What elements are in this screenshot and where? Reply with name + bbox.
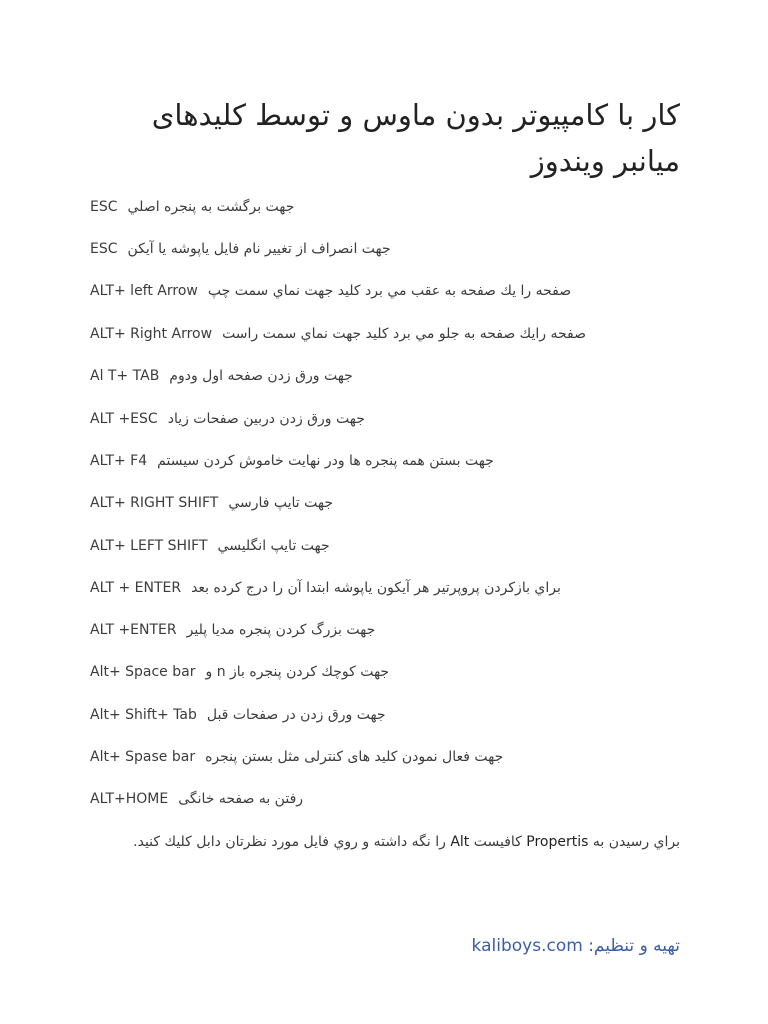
shortcut-line <box>90 195 680 219</box>
shortcut-description: جهت برگشت به پنجره اصلي <box>127 199 295 215</box>
shortcut-line <box>90 618 680 642</box>
shortcut-line <box>90 364 680 388</box>
shortcut-description: جهت تايپ انگليسي <box>217 538 330 554</box>
shortcut-description: جهت ورق زدن صفحه اول ودوم <box>169 368 353 384</box>
shortcut-description: جهت ورق زدن دربين صفحات زياد <box>167 411 365 427</box>
note-text: براي رسيدن به <box>592 834 680 850</box>
shortcut-line <box>90 787 680 811</box>
shortcut-line <box>90 491 680 515</box>
shortcut-key: Alt+ Spase bar <box>90 749 196 765</box>
shortcut-line <box>90 322 680 346</box>
shortcut-description: جهت كوچك كردن پنجره باز n و <box>205 664 390 680</box>
shortcut-description: صفحه رايك صفحه به جلو مي برد كليد جهت نماي سمت راست <box>222 326 586 342</box>
page-title: کار با کامپیوتر بدون ماوس و توسط کلیدهای میانبر ویندوز <box>151 98 680 178</box>
shortcut-key: Alt+ Shift+ Tab <box>90 707 197 723</box>
note-text: را نگه داشته و روي فايل مورد نظرتان دابل كليك كنيد. <box>133 834 446 850</box>
shortcut-line <box>90 703 680 727</box>
shortcut-key: ALT+ LEFT SHIFT <box>90 538 208 554</box>
note-propertis: Propertis <box>526 834 589 850</box>
shortcut-line <box>90 660 680 684</box>
shortcut-description: رفتن به صفحه خانگی <box>178 791 304 807</box>
shortcut-key: ALT +ENTER <box>90 622 177 638</box>
shortcut-key: ALT+HOME <box>90 791 169 807</box>
shortcut-key: Al T+ TAB <box>90 368 160 384</box>
shortcut-key: ALT+ left Arrow <box>90 283 198 299</box>
shortcut-description: جهت بزرگ كردن پنجره مديا پلير <box>186 622 376 638</box>
shortcut-description: صفحه را يك صفحه به عقب مي برد كليد جهت نماي سمت چپ <box>207 283 572 299</box>
shortcut-description: جهت بستن همه پنجره ها ودر نهايت خاموش كردن سيستم <box>157 453 494 469</box>
shortcut-key: ALT+ Right Arrow <box>90 326 213 342</box>
shortcut-description: جهت فعال نمودن کلید های کنترلی مثل بستن پنجره <box>205 749 504 765</box>
shortcut-key: ESC <box>90 241 118 257</box>
shortcut-description: جهت تايپ فارسي <box>228 495 334 511</box>
note-text: كافيست <box>473 834 522 850</box>
shortcut-line <box>90 576 680 600</box>
shortcut-line <box>90 745 680 769</box>
propertis-note <box>90 830 680 854</box>
credit-site-link[interactable]: kaliboys.com <box>471 936 583 956</box>
shortcut-line <box>90 534 680 558</box>
shortcut-description: جهت انصراف از تغيير نام فايل ياپوشه يا آيكن <box>127 241 391 257</box>
shortcut-key: ALT + ENTER <box>90 580 182 596</box>
shortcut-line <box>90 449 680 473</box>
shortcut-key: ALT +ESC <box>90 411 158 427</box>
shortcut-key: ESC <box>90 199 118 215</box>
shortcut-line <box>90 237 680 261</box>
credit-line <box>90 932 680 960</box>
shortcut-description: براي بازكردن پروپرتير هر آيكون ياپوشه ابتدا آن را درج كرده بعد <box>191 580 561 596</box>
note-alt-key: Alt <box>450 834 470 850</box>
credit-label: تهیه و تنظیم: <box>588 936 680 956</box>
shortcut-key: ALT+ RIGHT SHIFT <box>90 495 219 511</box>
shortcut-description: جهت ورق زدن در صفحات قبل <box>206 707 386 723</box>
shortcut-line <box>90 407 680 431</box>
shortcut-key: ALT+ F4 <box>90 453 148 469</box>
shortcut-line <box>90 279 680 303</box>
shortcut-key: Alt+ Space bar <box>90 664 196 680</box>
